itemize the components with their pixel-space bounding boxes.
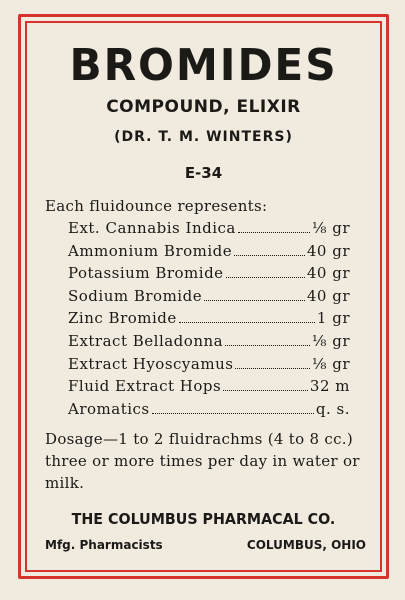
ingredient-row [68,309,350,332]
mfg-pharmacists: Mfg. Pharmacists [45,538,163,552]
leader-dots [152,403,314,414]
ingredient-qty: q. s. [315,399,350,418]
ingredient-qty: ⅛ gr [311,354,350,373]
ingredient-qty: ⅛ gr [311,219,350,237]
ingredient-qty: 32 m [309,377,350,396]
ingredient-name: Fluid Extract Hops [68,377,222,396]
label-content [25,21,382,572]
represents-heading: Each fluidounce represents: [45,197,268,215]
label-footer [45,538,366,552]
ingredient-name: Extract Belladonna [68,331,224,350]
ingredient-row [68,400,350,423]
ingredient-row [68,355,350,378]
company-name: THE COLUMBUS PHARMACAL CO. [71,510,336,528]
ingredient-name: Ext. Cannabis Indica [68,219,236,237]
leader-dots [234,245,305,256]
ingredient-name: Potassium Bromide [68,264,224,283]
label-subtitle: COMPOUND, ELIXIR [106,97,301,117]
ingredient-row [68,287,350,310]
ingredient-row [68,242,350,265]
dosage-text: Dosage—1 to 2 fluidrachms (4 to 8 cc.) three or more times per day in water or milk. [45,430,360,492]
leader-dots [204,290,305,301]
ingredient-row [68,219,350,242]
ingredient-name: Extract Hyoscyamus [68,354,234,373]
leader-dots [223,380,308,391]
ingredient-qty: 1 gr [316,309,350,328]
ingredient-name: Ammonium Bromide [68,241,233,260]
leader-dots [235,358,309,369]
product-code: E-34 [184,164,223,182]
ingredient-row [68,332,350,355]
ingredient-row [68,264,350,287]
leader-dots [225,335,310,346]
ingredient-qty: 40 gr [306,286,350,305]
label-title: BROMIDES [69,40,338,91]
ingredient-qty: 40 gr [306,264,350,283]
ingredient-row [68,377,350,400]
company-city: COLUMBUS, OHIO [246,538,366,552]
ingredient-name: Zinc Bromide [68,309,177,328]
ingredient-name: Aromatics [68,399,150,418]
ingredient-name: Sodium Bromide [68,286,203,305]
ingredient-qty: 40 gr [306,241,350,260]
leader-dots [179,312,315,323]
doctor-name: (DR. T. M. WINTERS) [114,129,293,145]
ingredient-list [68,219,350,422]
ingredient-qty: ⅛ gr [311,331,350,350]
leader-dots [226,267,305,278]
leader-dots [238,222,310,233]
